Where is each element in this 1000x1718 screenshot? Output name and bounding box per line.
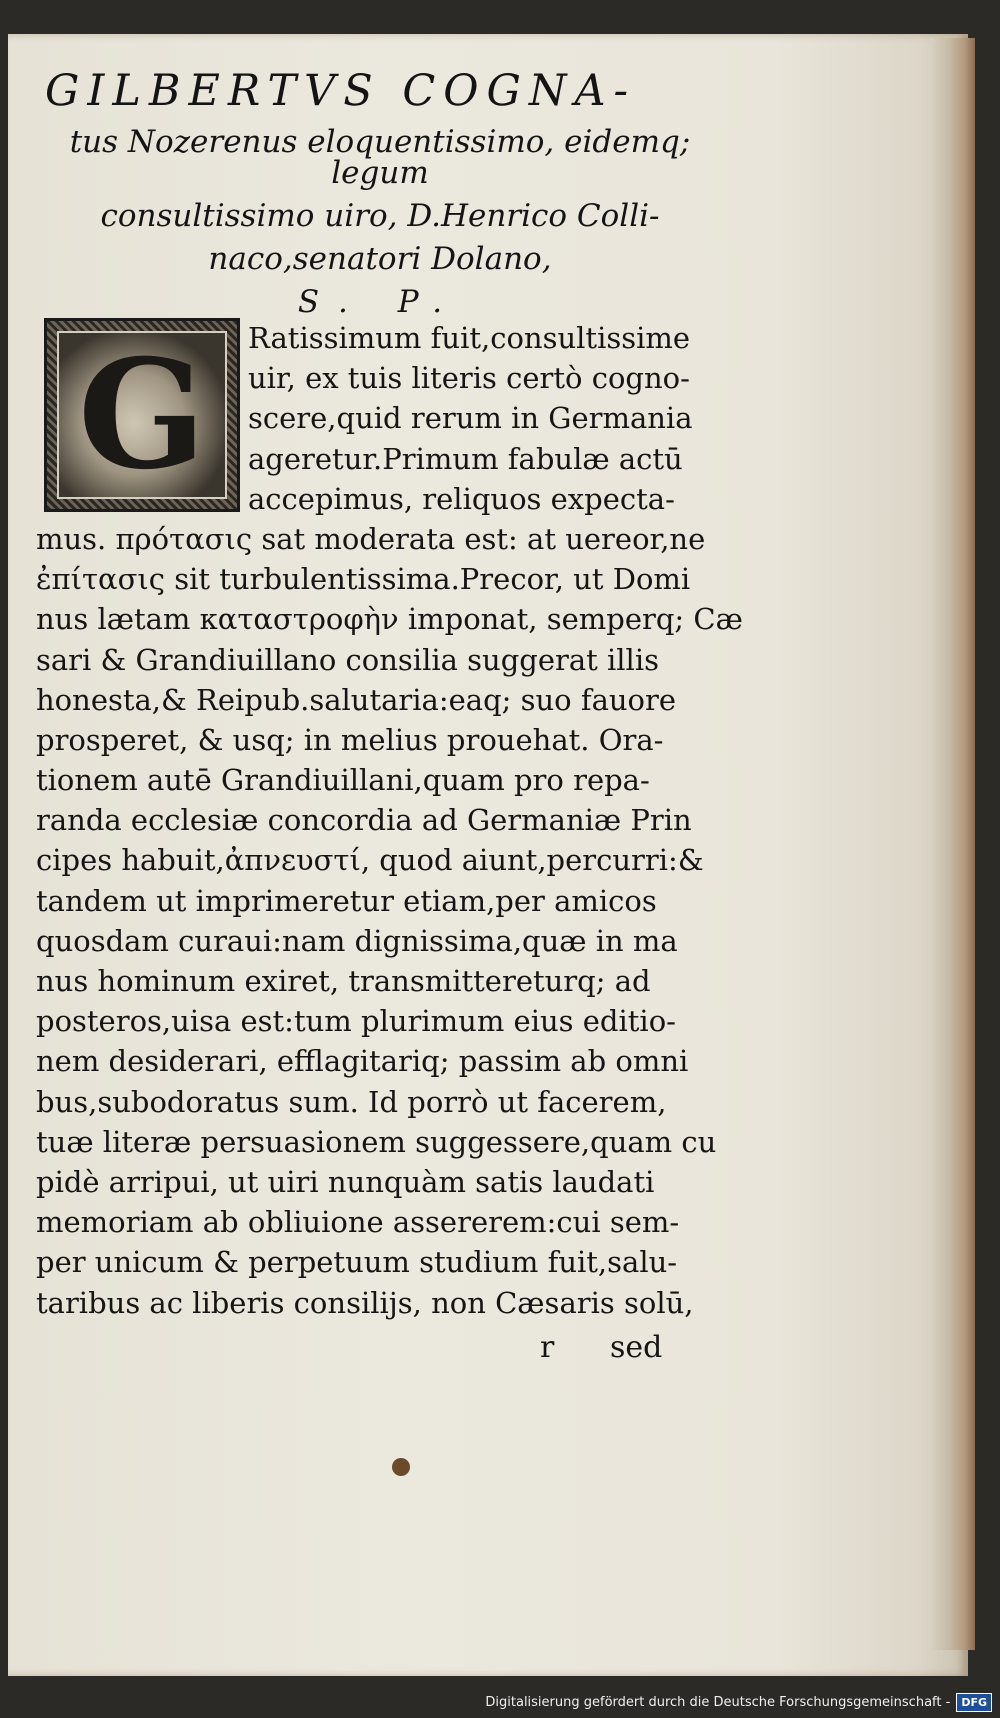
body-line: cipes habuit,ἀπνευστί, quod aiunt,percurri:& bbox=[36, 843, 704, 878]
body-line: posteros,uisa est:tum plurimum eius editio- bbox=[36, 1004, 676, 1039]
dedication-heading bbox=[30, 66, 730, 320]
body-line: randa ecclesiæ concordia ad Germaniæ Prin bbox=[36, 803, 692, 838]
body-line: nus lætam καταστροφὴν imponat, semperq; Cæ bbox=[36, 602, 743, 637]
body-line: per unicum & perpetuum studium fuit,salu- bbox=[36, 1245, 678, 1280]
body-line: memoriam ab obliuione assererem:cui sem- bbox=[36, 1205, 680, 1240]
heading-line-2: tus Nozerenus eloquentissimo, eidemq; legum bbox=[69, 124, 691, 191]
heading-line-4: naco,senatori Dolano, bbox=[208, 241, 552, 277]
catchword: sed bbox=[610, 1330, 663, 1365]
heading-line-5: S. P. bbox=[297, 284, 463, 320]
body-line: taribus ac liberis consilijs, non Cæsaris solū, bbox=[36, 1285, 694, 1320]
footer-text: Digitalisierung gefördert durch die Deutsche Forschungsgemeinschaft - bbox=[485, 1694, 951, 1710]
heading-line-1: GILBERTVS COGNA- bbox=[45, 66, 637, 116]
body-line: ageretur.Primum fabulæ actū bbox=[248, 441, 683, 476]
body-line: tionem autē Grandiuillani,quam pro repa- bbox=[36, 763, 650, 798]
body-line: nem desiderari, efflagitariq; passim ab omni bbox=[36, 1044, 689, 1079]
catchword-row bbox=[540, 1330, 680, 1365]
body-line: sari & Grandiuillano consilia suggerat illis bbox=[36, 642, 659, 677]
footer-credit bbox=[485, 1690, 992, 1714]
body-line: honesta,& Reipub.salutaria:eaq; suo fauore bbox=[36, 682, 677, 717]
body-line: nus hominum exiret, transmittereturq; ad bbox=[36, 964, 651, 998]
body-line: uir, ex tuis literis certò cogno- bbox=[248, 361, 690, 396]
body-line: mus. πρότασις sat moderata est: at uereor,ne bbox=[36, 521, 706, 556]
heading-line-3: consultissimo uiro, D.Henrico Colli- bbox=[100, 198, 660, 234]
body-line: tuæ literæ persuasionem suggessere,quam cu bbox=[36, 1124, 717, 1159]
letter-body bbox=[36, 318, 743, 1323]
dfg-logo: DFG bbox=[956, 1693, 992, 1712]
signature-mark: r bbox=[540, 1330, 555, 1365]
body-line: accepimus, reliquos expecta- bbox=[248, 481, 675, 516]
body-line: bus,subodoratus sum. Id porrò ut facerem, bbox=[36, 1084, 667, 1119]
body-line: ἐπίτασις sit turbulentissima.Precor, ut Domi bbox=[36, 562, 691, 597]
body-line: quosdam curaui:nam dignissima,quæ in ma bbox=[36, 923, 678, 958]
body-line: pidè arripui, ut uiri nunquàm satis laudati bbox=[36, 1164, 655, 1199]
body-line: tandem ut imprimeretur etiam,per amicos bbox=[36, 883, 657, 918]
page-edge bbox=[930, 38, 975, 1650]
body-line: Ratissimum fuit,consultissime bbox=[248, 321, 691, 355]
body-line: scere,quid rerum in Germania bbox=[248, 401, 693, 436]
initial-letter: G bbox=[77, 327, 207, 503]
body-line: prosperet, & usq; in melius prouehat. Ora- bbox=[36, 722, 664, 757]
page-dot bbox=[392, 1458, 410, 1476]
